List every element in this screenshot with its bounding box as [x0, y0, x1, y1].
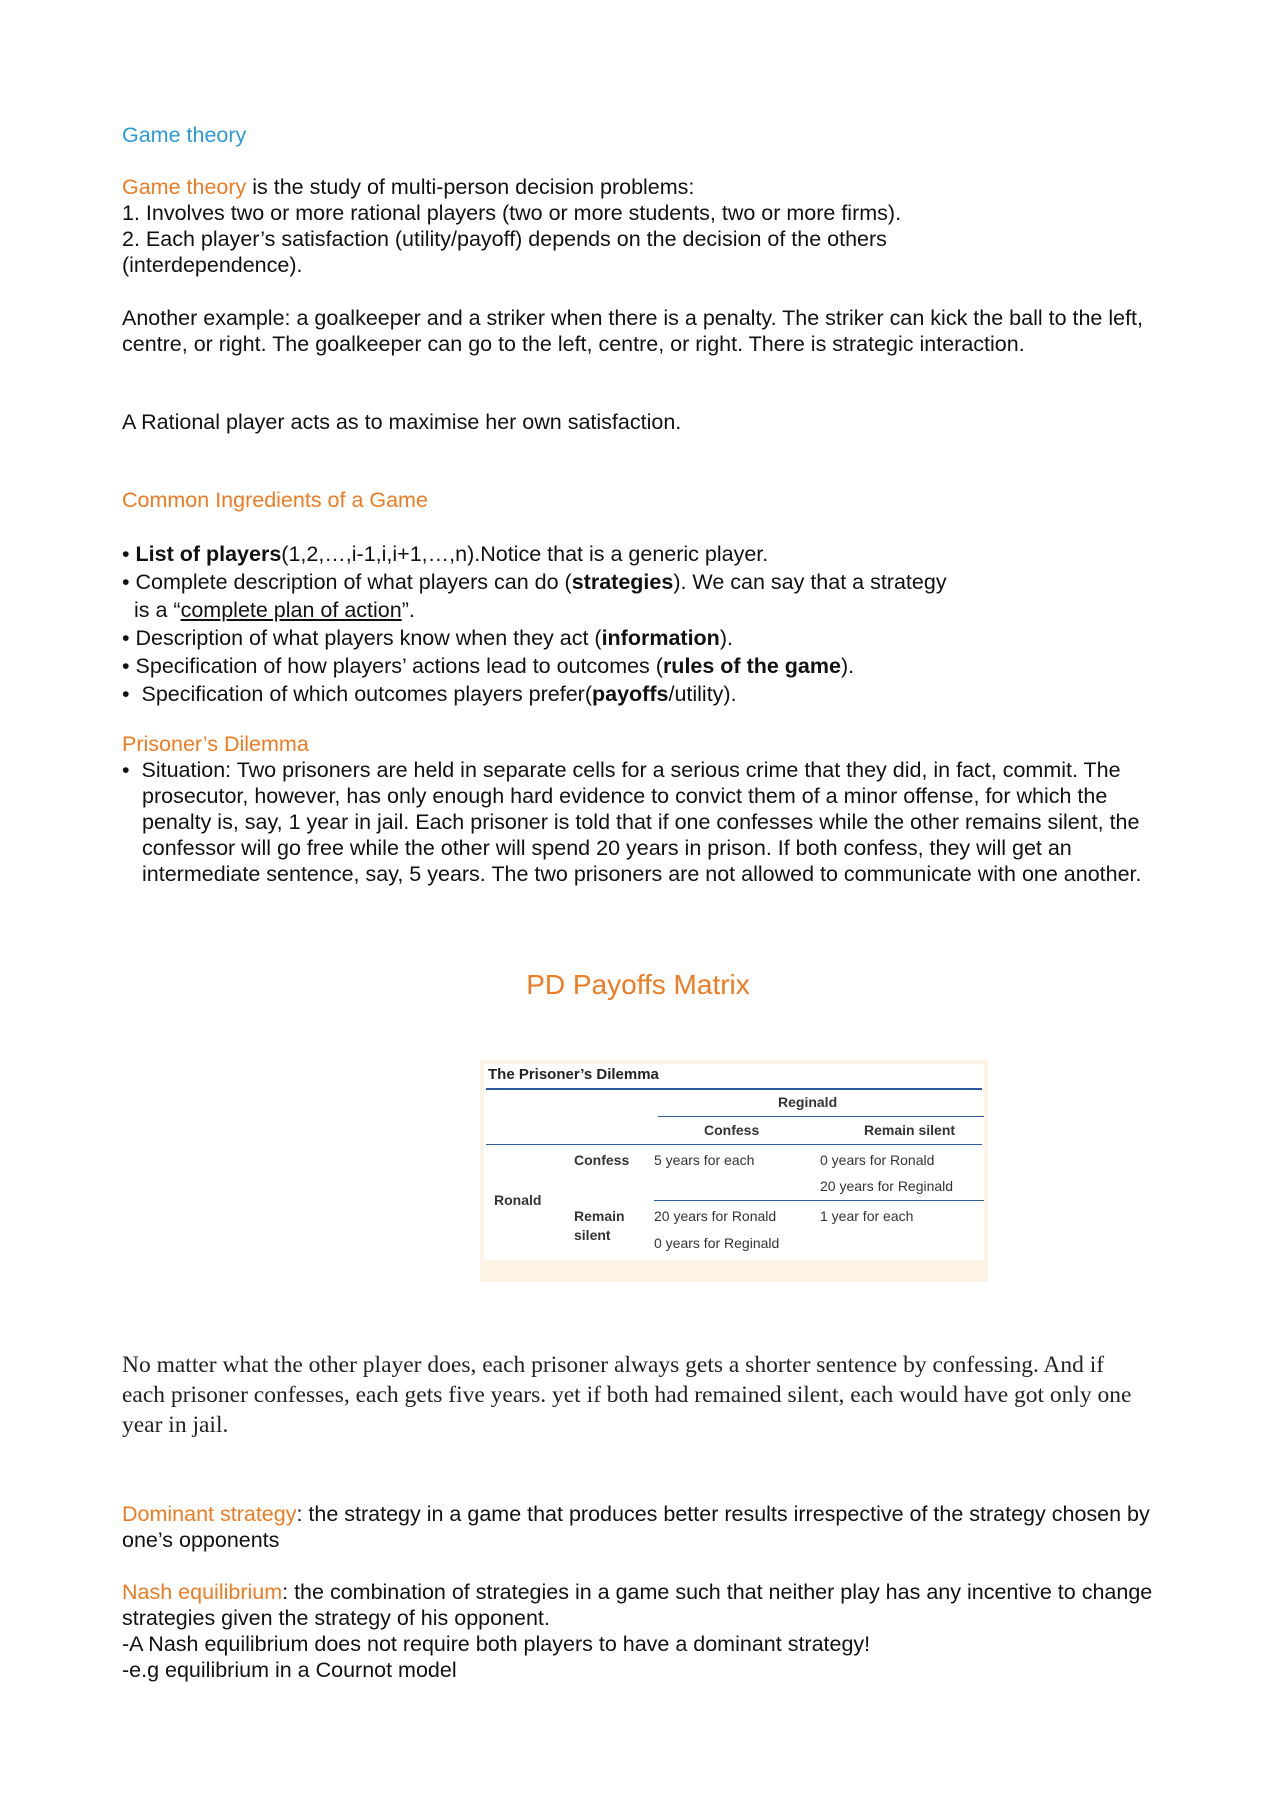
item-text: ”.	[401, 598, 415, 622]
bold-term: payoffs	[592, 682, 669, 706]
heading-prisoners-dilemma: Prisoner’s Dilemma	[122, 732, 309, 756]
cell-confess-silent-b: 20 years for Reginald	[820, 1178, 954, 1194]
list-item: • Situation: Two prisoners are held in separate cells for a serious crime that they did, in fact, commit. The prosecutor, however, has only enough hard evidence to convict them of a minor offense, for which the penalty is, say, 1 year in jail. Each prisoner is told that if one confesses while the other remains silent, the confessor will go free while the other will spend 20 years in prison. If both confess, they will get an intermediate sentence, say, 5 years. The two prisoners are not allowed to communicate with one another.	[122, 758, 1142, 886]
heading-ingredients: Common Ingredients of a Game	[122, 488, 428, 512]
definition-text: : the combination of strategies in a game such that neither play has any incentive to change strategies given the strategy of his opponent.	[122, 1580, 1153, 1630]
bold-term: rules of the game	[662, 654, 841, 678]
intro-point-1: 1. Involves two or more rational players (two or more students, two or more firms).	[122, 201, 902, 225]
heading-game-theory: Game theory	[122, 123, 247, 147]
intro-line	[122, 174, 1182, 200]
col-player-label: Reginald	[778, 1094, 838, 1110]
item-text: ).	[719, 626, 733, 650]
nash-note-1: -A Nash equilibrium does not require both players to have a dominant strategy!	[122, 1632, 871, 1656]
list-item: • Specification of which outcomes players prefer(payoffs/utility).	[122, 682, 737, 706]
item-text: ). We can say that a strategy is a “	[134, 570, 947, 622]
ingredients-list	[122, 540, 1182, 708]
item-text: (1,2,…,i-1,i,i+1,…,n).Notice that is a generic player.	[281, 542, 769, 566]
nash-note-2: -e.g equilibrium in a Cournot model	[122, 1658, 457, 1682]
col-header-remain-silent: Remain silent	[864, 1122, 956, 1138]
example-paragraph: Another example: a goalkeeper and a striker when there is a penalty. The striker can kick the ball to the left, centre, or right. The goalkeeper can go to the left, centre, or right. There is strategic interaction.	[122, 306, 1144, 356]
cell-silent-confess-a: 20 years for Ronald	[654, 1208, 777, 1224]
table-rule	[654, 1200, 984, 1201]
rational-paragraph: A Rational player acts as to maximise her own satisfaction.	[122, 410, 682, 434]
item-text: Description of what players know when they act (	[135, 626, 602, 650]
intro-point-2: 2. Each player’s satisfaction (utility/payoff) depends on the decision of the others (interdependence).	[122, 227, 887, 277]
table-rule-top	[486, 1088, 982, 1090]
pd-situation	[122, 757, 1182, 887]
table-rule	[486, 1144, 982, 1145]
bold-term: information	[601, 626, 720, 650]
row-header-silent: silent	[574, 1227, 611, 1243]
item-text: Specification of which outcomes players prefer(	[141, 682, 592, 706]
cell-confess-confess: 5 years for each	[654, 1152, 755, 1168]
cell-confess-silent-a: 0 years for Ronald	[820, 1152, 935, 1168]
payoff-matrix	[480, 1060, 988, 1282]
term-game-theory: Game theory	[122, 175, 247, 199]
payoff-matrix-inner	[484, 1064, 984, 1260]
intro-rest: is the study of multi-person decision problems:	[246, 175, 695, 199]
dominant-strategy-definition	[122, 1501, 1182, 1553]
definition-text: : the strategy in a game that produces better results irrespective of the strategy chosen by one’s opponents	[122, 1502, 1150, 1552]
situation-text: Situation: Two prisoners are held in separate cells for a serious crime that they did, in fact, commit. The prosecutor, however, has only enough hard evidence to convict them of a minor offense, for which the penalty is, say, 1 year in jail. Each prisoner is told that if one confesses while the other remains silent, the confessor will go free while the other will spend 20 years in prison. If both confess, they will get an intermediate sentence, say, 5 years. The two prisoners are not allowed to communicate with one another.	[141, 758, 1142, 886]
item-text: /utility).	[668, 682, 737, 706]
list-item: • Complete description of what players can do (strategies). We can say that a strategy is a “complete plan of action”.	[122, 570, 947, 622]
intro-paragraph	[122, 174, 1182, 278]
list-item: • Description of what players know when they act (information).	[122, 626, 733, 650]
underlined-term: complete plan of action	[180, 598, 402, 622]
row-header-confess: Confess	[574, 1152, 630, 1168]
item-text: ).	[840, 654, 855, 678]
term-dominant-strategy: Dominant strategy	[122, 1502, 297, 1526]
conclusion-paragraph: No matter what the other player does, each prisoner always gets a shorter sentence by confessing. And if each prisoner confesses, each gets five years. yet if both had remained silent, each would have got only one year in jail.	[122, 1352, 1132, 1438]
bold-term: strategies	[571, 570, 674, 594]
list-item: • Specification of how players’ actions lead to outcomes (rules of the game).	[122, 654, 855, 678]
bold-term: List of players	[135, 542, 282, 566]
cell-silent-silent: 1 year for each	[820, 1208, 914, 1224]
item-text: Specification of how players’ actions lead to outcomes (	[135, 654, 663, 678]
table-rule	[658, 1116, 984, 1117]
nash-equilibrium-definition	[122, 1579, 1182, 1683]
matrix-title: PD Payoffs Matrix	[526, 969, 750, 1000]
item-text: Complete description of what players can do (	[135, 570, 572, 594]
row-header-remain: Remain	[574, 1208, 625, 1224]
nash-line	[122, 1579, 1182, 1631]
cell-silent-confess-b: 0 years for Reginald	[654, 1235, 780, 1251]
table-title: The Prisoner’s Dilemma	[488, 1066, 659, 1083]
term-nash-equilibrium: Nash equilibrium	[122, 1580, 283, 1604]
col-header-confess: Confess	[704, 1122, 760, 1138]
row-player-label: Ronald	[494, 1192, 542, 1208]
list-item: • List of players(1,2,…,i-1,i,i+1,…,n).Notice that is a generic player.	[122, 542, 769, 566]
